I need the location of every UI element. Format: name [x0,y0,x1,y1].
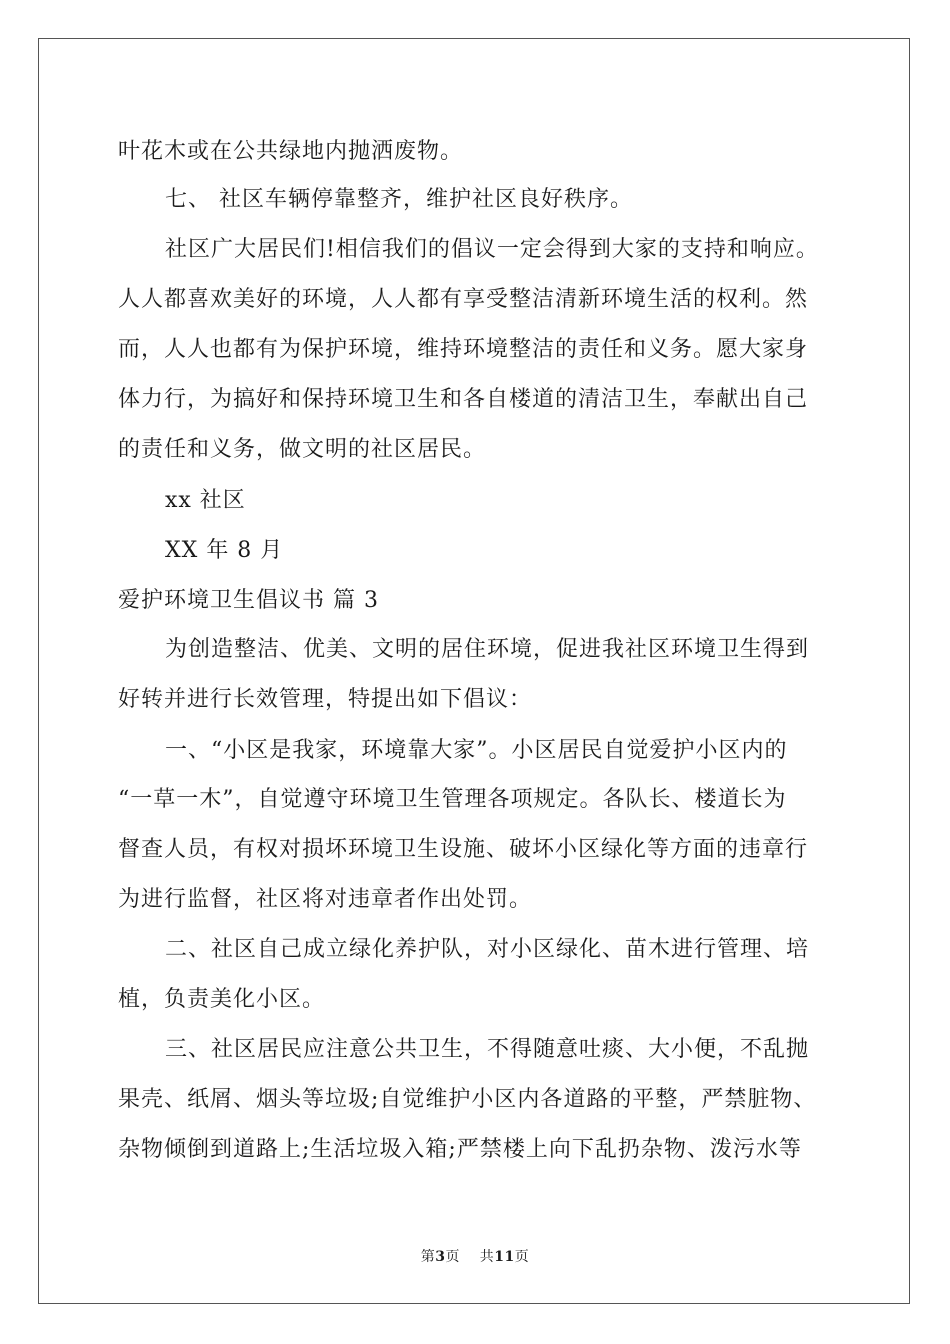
page-current: 3 [435,1249,446,1265]
text-line: 一、“小区是我家，环境靠大家”。小区居民自觉爱护小区内的 [165,738,788,763]
signature-date: XX 年 8 月 [165,538,284,563]
page-suffix: 页 [445,1249,460,1265]
text-line: 果壳、纸屑、烟头等垃圾;自觉维护小区内各道路的平整，严禁脏物、 [118,1087,817,1112]
text-line: 而，人人也都有为保护环境，维持环境整洁的责任和义务。愿大家身 [118,337,809,362]
text-line: 为创造整洁、优美、文明的居住环境，促进我社区环境卫生得到 [165,637,810,662]
section-heading: 爱护环境卫生倡议书 篇 3 [118,588,379,613]
text-line: 杂物倾倒到道路上;生活垃圾入箱;严禁楼上向下乱扔杂物、泼污水等 [118,1137,802,1162]
text-line: 叶花木或在公共绿地内抛洒废物。 [118,139,464,164]
page-prefix: 第 [420,1249,436,1265]
text-line: 好转并进行长效管理，特提出如下倡议： [118,687,533,712]
text-line: 植，负责美化小区。 [118,987,326,1012]
text-line: 社区广大居民们!相信我们的倡议一定会得到大家的支持和响应。 [165,237,819,262]
signature-community: xx 社区 [165,488,246,513]
total-prefix: 共 [479,1249,495,1265]
text-line: 为进行监督，社区将对违章者作出处罚。 [118,887,533,912]
text-line: 体力行，为搞好和保持环境卫生和各自楼道的清洁卫生，奉献出自己 [118,387,809,412]
text-line: 的责任和义务，做文明的社区居民。 [118,437,487,462]
text-line: 人人都喜欢美好的环境，人人都有享受整洁清新环境生活的权利。然 [118,287,809,312]
page-total: 11 [494,1249,515,1265]
text-line: 二、社区自己成立绿化养护队，对小区绿化、苗木进行管理、培 [165,937,810,962]
text-line: 七、 社区车辆停靠整齐，维护社区良好秩序。 [165,187,633,212]
page-footer [0,1248,950,1266]
text-line: 督查人员，有权对损坏环境卫生设施、破坏小区绿化等方面的违章行 [118,837,809,862]
page-border [38,38,910,1304]
text-line: 三、社区居民应注意公共卫生，不得随意吐痰、大小便，不乱抛 [165,1037,810,1062]
total-suffix: 页 [514,1249,530,1265]
text-line: “一草一木”，自觉遵守环境卫生管理各项规定。各队长、楼道长为 [118,787,787,812]
